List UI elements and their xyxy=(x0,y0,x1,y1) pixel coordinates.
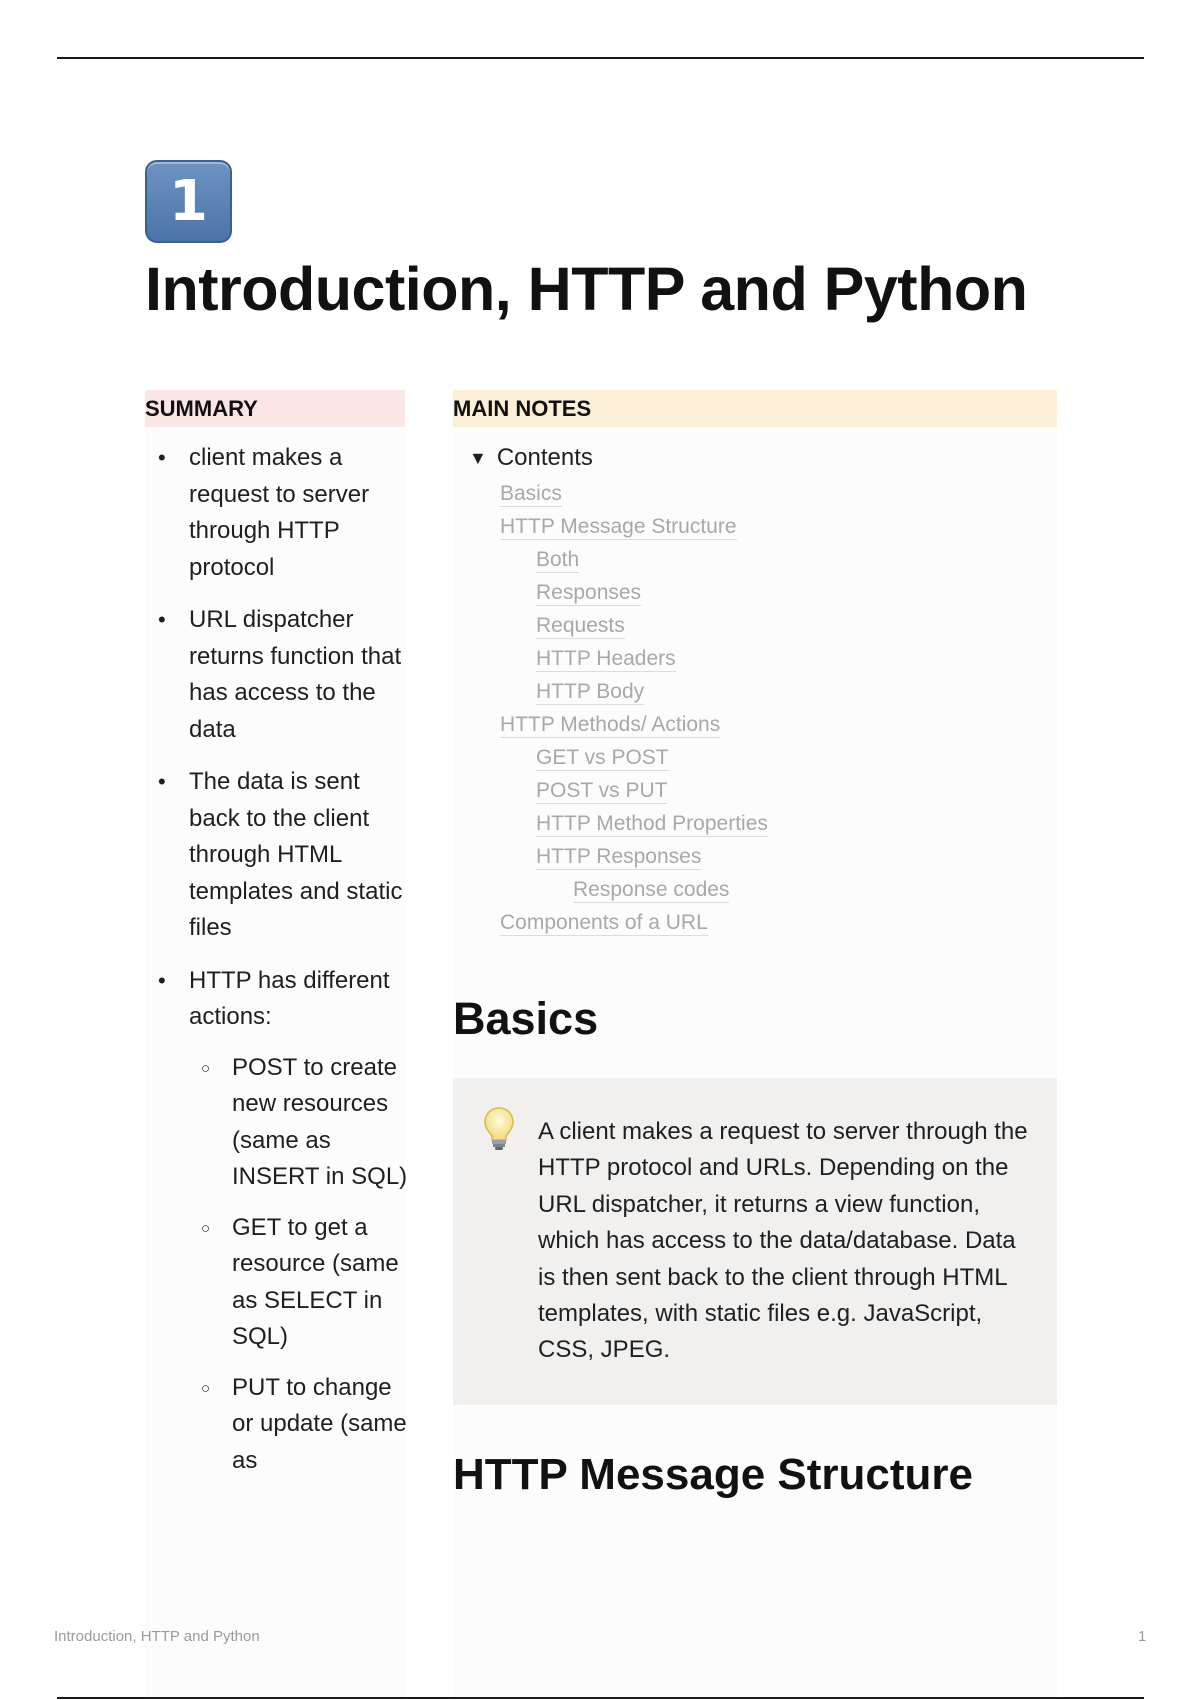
summary-item-text: HTTP has different actions: xyxy=(189,966,390,1030)
basics-heading: Basics xyxy=(453,993,599,1044)
http-message-structure-heading: HTTP Message Structure xyxy=(453,1450,974,1499)
page-title: Introduction, HTTP and Python xyxy=(145,255,1028,323)
callout-text: A client makes a request to server through the HTTP protocol and URLs. Depending on the URL dispatcher, it returns a view function, which has access to the data/database. Data is then sent back to the client through HTML templates, with static files e.g. JavaScript, CSS, JPEG. xyxy=(538,1118,1028,1364)
contents-toggle[interactable] xyxy=(469,440,593,476)
main-notes-header: MAIN NOTES xyxy=(453,390,1057,427)
toc-link-http-method-properties[interactable]: HTTP Method Properties xyxy=(536,812,768,835)
toc-link-http-methods[interactable]: HTTP Methods/ Actions xyxy=(500,713,721,736)
toc-link-basics[interactable]: Basics xyxy=(500,482,562,505)
summary-header: SUMMARY xyxy=(145,390,405,427)
toc-link-requests[interactable]: Requests xyxy=(536,614,625,637)
toc-link-http-responses[interactable]: HTTP Responses xyxy=(536,845,702,868)
footer-title: Introduction, HTTP and Python xyxy=(54,1628,260,1645)
contents-toggle-label: Contents xyxy=(496,444,593,471)
summary-subitem: ○ POST to create new resources (same as INSERT in SQL) xyxy=(189,1050,410,1196)
triangle-down-icon[interactable]: ▼ xyxy=(469,448,487,468)
toc-link-both[interactable]: Both xyxy=(536,548,580,571)
basics-callout xyxy=(453,1078,1057,1405)
page-number-icon: 1 xyxy=(145,160,232,243)
toc-link-http-message-structure[interactable]: HTTP Message Structure xyxy=(500,515,737,538)
summary-item: • URL dispatcher returns function that has access to the data xyxy=(145,602,410,748)
summary-item: • The data is sent back to the client through HTML templates and static files xyxy=(145,764,410,947)
toc-link-responses[interactable]: Responses xyxy=(536,581,642,604)
top-rule xyxy=(57,57,1144,59)
toc-link-components-of-url[interactable]: Components of a URL xyxy=(500,911,708,934)
summary-list xyxy=(145,440,410,1495)
summary-item xyxy=(145,963,410,1480)
summary-item: • client makes a request to server through HTTP protocol xyxy=(145,440,410,586)
summary-subitem: ○ GET to get a resource (same as SELECT in SQL) xyxy=(189,1210,410,1356)
toc-link-http-body[interactable]: HTTP Body xyxy=(536,680,645,703)
lightbulb-icon xyxy=(483,1106,515,1152)
table-of-contents xyxy=(500,478,1020,940)
summary-subitem: ○ PUT to change or update (same as xyxy=(189,1370,410,1480)
toc-link-get-vs-post[interactable]: GET vs POST xyxy=(536,746,669,769)
toc-link-response-codes[interactable]: Response codes xyxy=(573,878,730,901)
toc-link-http-headers[interactable]: HTTP Headers xyxy=(536,647,676,670)
bottom-rule xyxy=(57,1697,1144,1699)
footer-page-number: 1 xyxy=(1138,1628,1147,1645)
toc-link-post-vs-put[interactable]: POST vs PUT xyxy=(536,779,668,802)
